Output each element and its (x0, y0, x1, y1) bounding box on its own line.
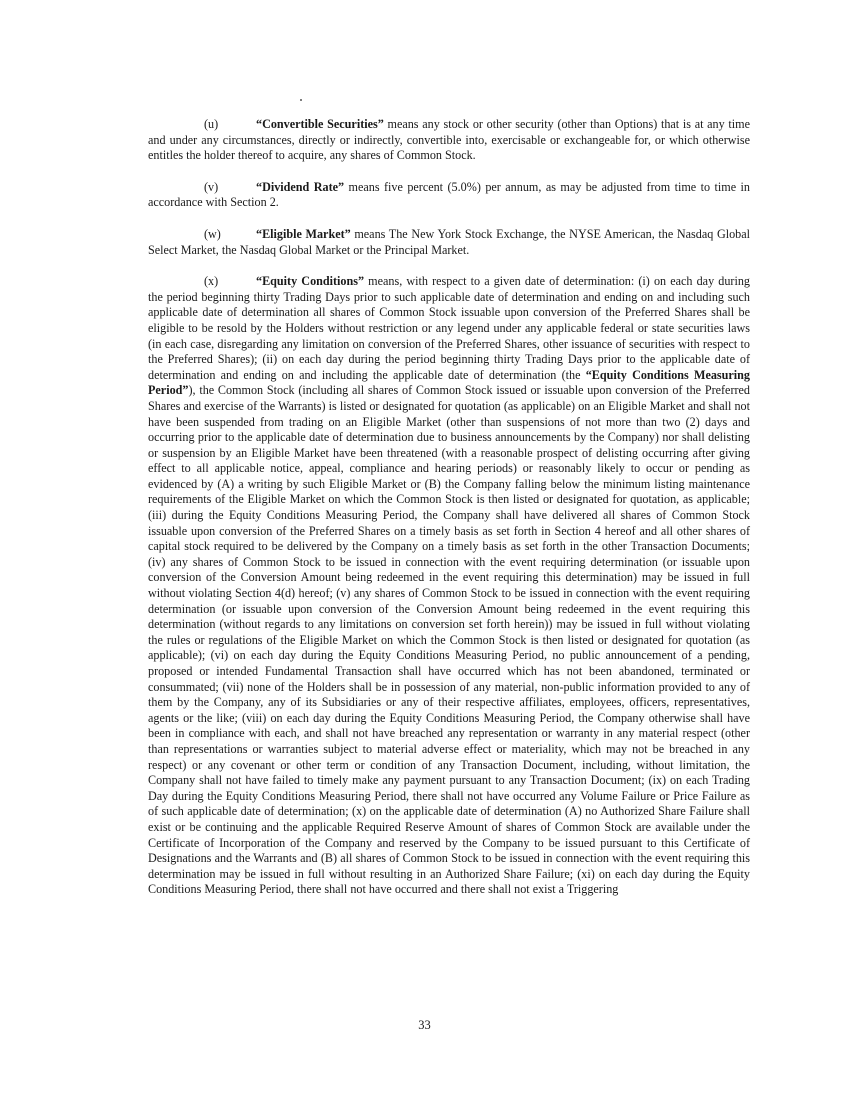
definition-text: means any stock or other security (other than Options) that is at any time and under any circumstances, directly or indirectly, convertible into, exercisable or exchangeable for, or which otherwise entitles the holder thereof to acquire, any shares of Common Stock. (148, 117, 750, 163)
page-number: 33 (418, 1018, 431, 1032)
definition-paragraph-x (148, 274, 750, 898)
defined-term: “Convertible Securities” (256, 117, 384, 131)
paragraph-label: (x) (204, 274, 219, 289)
definition-text: means, with respect to a given date of determination: (i) on each day during the period beginning thirty Trading Days prior to such applicable date of determination and ending on and including such applicable date of determination all shares of Common Stock issuable upon conversion of the Preferred Shares shall be eligible to be resold by the Holders without restriction or any legend under any applicable federal or state securities laws (in each case, disregarding any limitation on conversion of the Preferred Shares, other issuance of securities with respect to the Preferred Shares); (ii) on each day during the period beginning thirty Trading Days prior to the applicable date of determination and ending on and including the applicable date of determination (the (148, 274, 750, 382)
defined-term: “Dividend Rate” (256, 179, 345, 194)
defined-term-inner: “Equity Conditions Measuring Period” (148, 367, 750, 398)
definition-paragraph-u (148, 117, 750, 164)
definition-paragraph-w (148, 227, 750, 258)
paragraph-label: (v) (204, 179, 219, 194)
paragraph-label: (w) (204, 226, 221, 241)
scan-dot-mark (300, 99, 302, 101)
defined-term: “Eligible Market” (256, 226, 351, 241)
document-body (148, 117, 750, 914)
definition-text-continued: ), the Common Stock (including all shares of Common Stock issued or issuable upon conversion of the Preferred Shares and exercise of the Warrants) is listed or designated for quotation (as applicable) on an Eligible Market and shall not have been suspended from trading on an Eligible Market (other than suspensions of not more than two (2) days and occurring prior to the applicable date of determination due to business announcements by the Company) nor shall delisting or suspension by an Eligible Market have been threatened (with a reasonable prospect of delisting occurring after giving effect to all applicable notice, appeal, compliance and hearing periods) or reasonably likely to occur or pending as evidenced by (A) a writing by such Eligible Market or (B) the Company falling below the minimum listing maintenance requirements of the Eligible Market on which the Common Stock is then listed or designated for quotation, as applicable; (iii) during the Equity Conditions Measuring Period, the Company shall have delivered all shares of Common Stock issuable upon conversion of the Preferred Shares on a timely basis as set forth in Section 4 hereof and all other shares of capital stock required to be delivered by the Company on a timely basis as set forth in the other Transaction Documents; (iv) any shares of Common Stock to be issued in connection with the event requiring determination (or issuable upon conversion of the Conversion Amount being redeemed in the event requiring this determination) may be issued in full without violating Section 4(d) hereof; (v) any shares of Common Stock to be issued in connection with the event requiring determination (or issuable upon conversion of the Conversion Amount being redeemed in the event requiring this determination (without regards to any limitations on conversion set forth herein)) may be issued in full without violating the rules or regulations of the Eligible Market on which the Common Stock is then listed or designated for quotation (as applicable); (vi) on each day during the Equity Conditions Measuring Period, no public announcement of a pending, proposed or intended Fundamental Transaction shall have occurred which has not been abandoned, terminated or consummated; (vii) none of the Holders shall be in possession of any material, non-public information provided to any of them by the Company, any of its Subsidiaries or any of their respective affiliates, employees, officers, representatives, agents or the like; (viii) on each day during the Equity Conditions Measuring Period, the Company otherwise shall have been in compliance with each, and shall not have breached any representation or warranty in any material respect (other than representations or warranties subject to material adverse effect or materiality, which may not be breached in any respect) or any covenant or other term or condition of any Transaction Document, including, without limitation, the Company shall not have failed to timely make any payment pursuant to any Transaction Document; (ix) on each Trading Day during the Equity Conditions Measuring Period, there shall not have occurred any Volume Failure or Price Failure as of such applicable date of determination; (x) on the applicable date of determination (A) no Authorized Share Failure shall exist or be continuing and the applicable Required Reserve Amount of shares of Common Stock are available under the Certificate of Incorporation of the Company and reserved by the Company to be issued pursuant to this Certificate of Designations and the Warrants and (B) all shares of Common Stock to be issued in connection with the event requiring this determination may be issued in full without resulting in an Authorized Share Failure; (xi) on each day during the Equity Conditions Measuring Period, there shall not have occurred and there shall not exist a Triggering (148, 383, 750, 897)
defined-term: “Equity Conditions” (256, 274, 365, 289)
definition-paragraph-v (148, 180, 750, 211)
definition-text: means five percent (5.0%) per annum, as may be adjusted from time to time in accordance with Section 2. (148, 179, 750, 210)
definition-text: means The New York Stock Exchange, the NYSE American, the Nasdaq Global Select Market, the Nasdaq Global Market or the Principal Market. (148, 226, 751, 257)
paragraph-label: (u) (204, 117, 219, 131)
